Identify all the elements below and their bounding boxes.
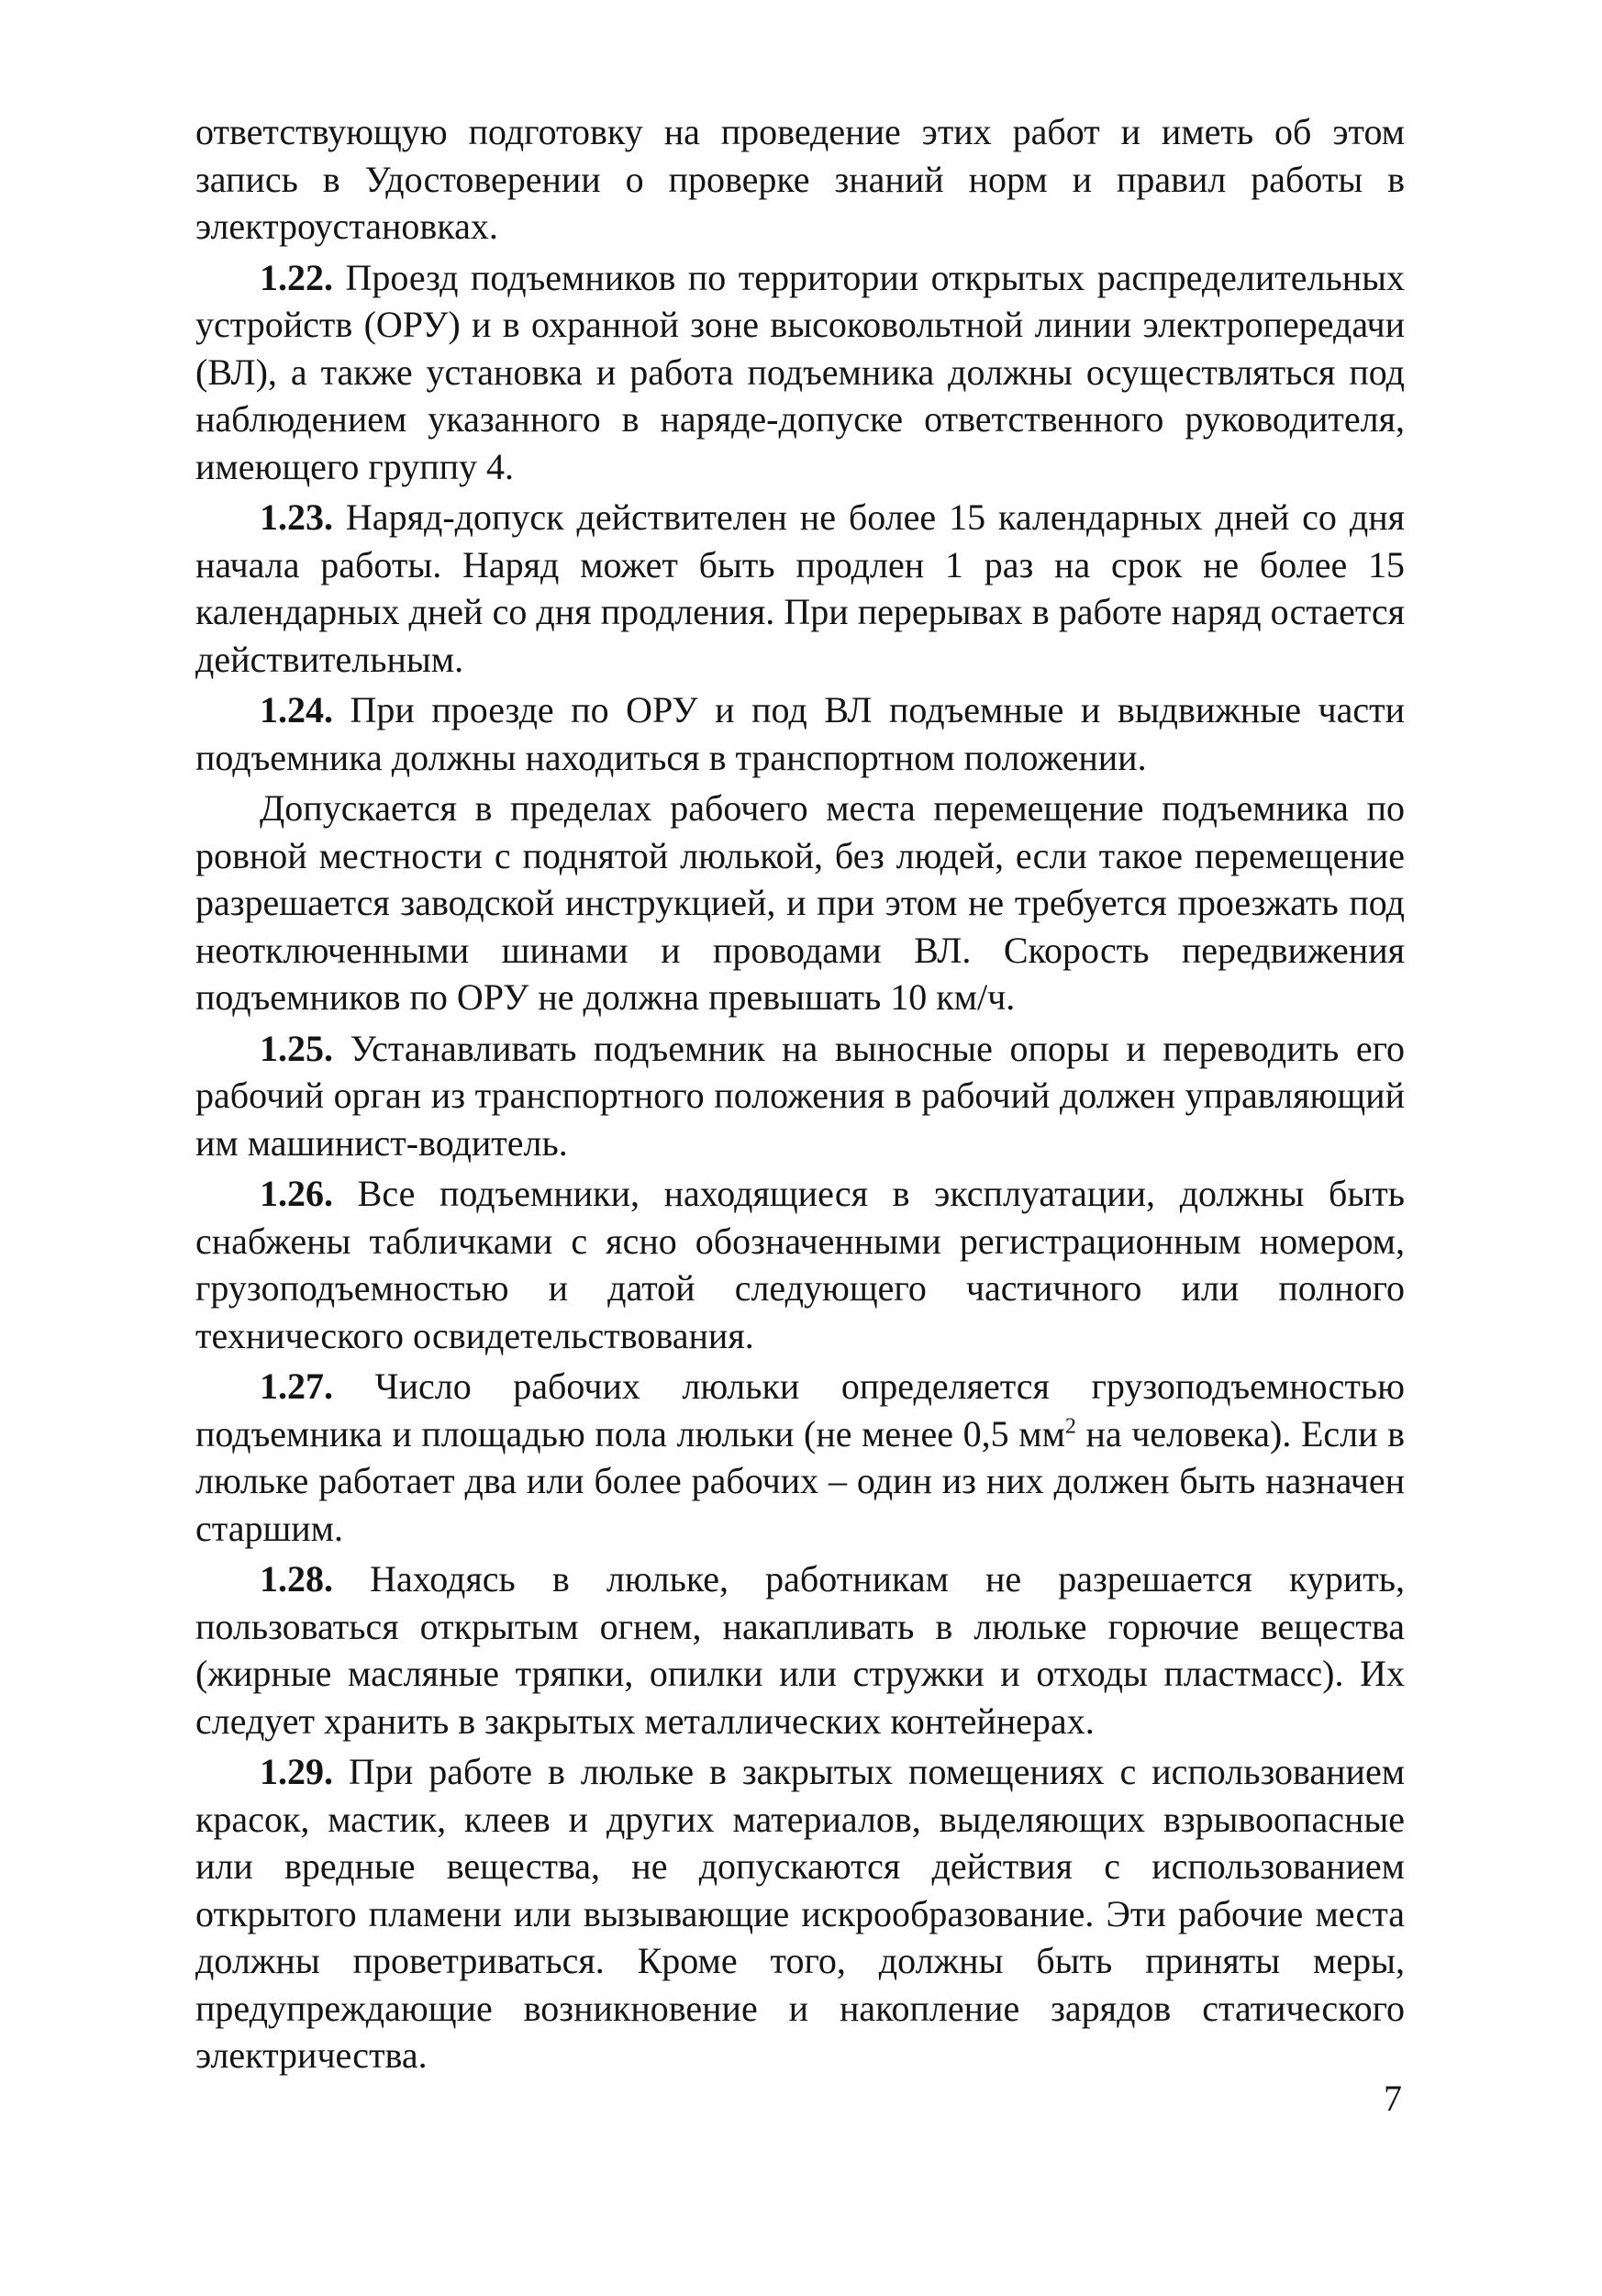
- paragraph-continuation: [195, 108, 1405, 251]
- paragraph-1-25: [195, 1025, 1405, 1167]
- paragraph-1-23: [195, 494, 1405, 683]
- paragraph-1-24: [195, 686, 1405, 781]
- paragraph-text: ответствующую подготовку на проведение этих работ и иметь об этом запись в Удостоверении о проверке знаний норм и правил работы в электроустановках.: [195, 111, 1405, 247]
- paragraph-1-29: [195, 1748, 1405, 2079]
- paragraph-number: 1.24.: [260, 689, 333, 730]
- paragraph-number: 1.22.: [260, 256, 333, 298]
- paragraph-text: Находясь в люльке, работникам не разрешается курить, пользоваться открытым огнем, накапливать в люльке горючие вещества (жирные масляные тряпки, опилки или стружки и отходы пластмасс). Их следует хранить в закрытых металлических контейнерах.: [195, 1558, 1406, 1742]
- paragraph-1-27: [195, 1363, 1405, 1552]
- paragraph-text: Допускается в пределах рабочего места перемещение подъемника по ровной местности с поднятой люлькой, без людей, если такое перемещение разрешается заводской инструкцией, и при этом не требуется проезжать под неотключенными шинами и проводами ВЛ. Скорость передвижения подъемников по ОРУ не должна превышать 10 км/ч.: [195, 787, 1405, 1018]
- paragraph-text: Устанавливать подъемник на выносные опоры и переводить его рабочий орган из транспортного положения в рабочий должен управляющий им машинист-водитель.: [195, 1027, 1406, 1164]
- paragraph-number: 1.29.: [260, 1751, 333, 1792]
- paragraph-number: 1.23.: [260, 496, 333, 538]
- paragraph-1-28: [195, 1555, 1405, 1744]
- paragraph-text: Проезд подъемников по территории открытых распределительных устройств (ОРУ) и в охранной зоне высоковольтной линии электропередачи (ВЛ), а также установка и работа подъемника должны осуществляться под наблюдением указанного в наряде-допуске ответственного руководителя, имеющего группу 4.: [195, 256, 1406, 487]
- paragraph-number: 1.25.: [260, 1027, 333, 1069]
- paragraph-text-before-superscript: Число рабочих люльки определяется грузоподъемностью подъемника и площадью пола люльки (не менее 0,5 мм: [195, 1365, 1406, 1455]
- paragraph-text: При проезде по ОРУ и под ВЛ подъемные и выдвижные части подъемника должны находиться в транспортном положении.: [195, 689, 1405, 778]
- paragraph-text: Все подъемники, находящиеся в эксплуатации, должны быть снабжены табличками с ясно обозначенными регистрационным номером, грузоподъемностью и датой следующего частичного или полного технического освидетельствования.: [195, 1173, 1405, 1356]
- superscript-two: 2: [1064, 1414, 1076, 1439]
- paragraph-1-22: [195, 254, 1405, 491]
- paragraph-number: 1.28.: [260, 1558, 333, 1599]
- paragraph-number: 1.27.: [260, 1365, 333, 1407]
- paragraph-text: При работе в люльке в закрытых помещениях с использованием красок, мастик, клеев и других материалов, выделяющих взрывоопасные или вредные вещества, не допускаются действия с использованием открытого пламени или вызывающие искрообразование. Эти рабочие места должны проветриваться. Кроме того, должны быть приняты меры, предупреждающие возникновение и накопление зарядов статического электричества.: [195, 1751, 1406, 2076]
- paragraph-1-26: [195, 1170, 1405, 1359]
- paragraph-1-24-continued: [195, 785, 1405, 1021]
- paragraph-text-after-superscript: на человека). Если в люльке работает два или более рабочих – один из них должен быть назначен старшим.: [195, 1412, 1405, 1549]
- paragraph-text: Наряд-допуск действителен не более 15 календарных дней со дня начала работы. Наряд может быть продлен 1 раз на срок не более 15 календарных дней со дня продления. При перерывах в работе наряд остается действительным.: [195, 496, 1406, 680]
- body-text: [195, 108, 1405, 2079]
- page-number: 7: [1384, 2078, 1402, 2119]
- paragraph-number: 1.26.: [260, 1173, 333, 1214]
